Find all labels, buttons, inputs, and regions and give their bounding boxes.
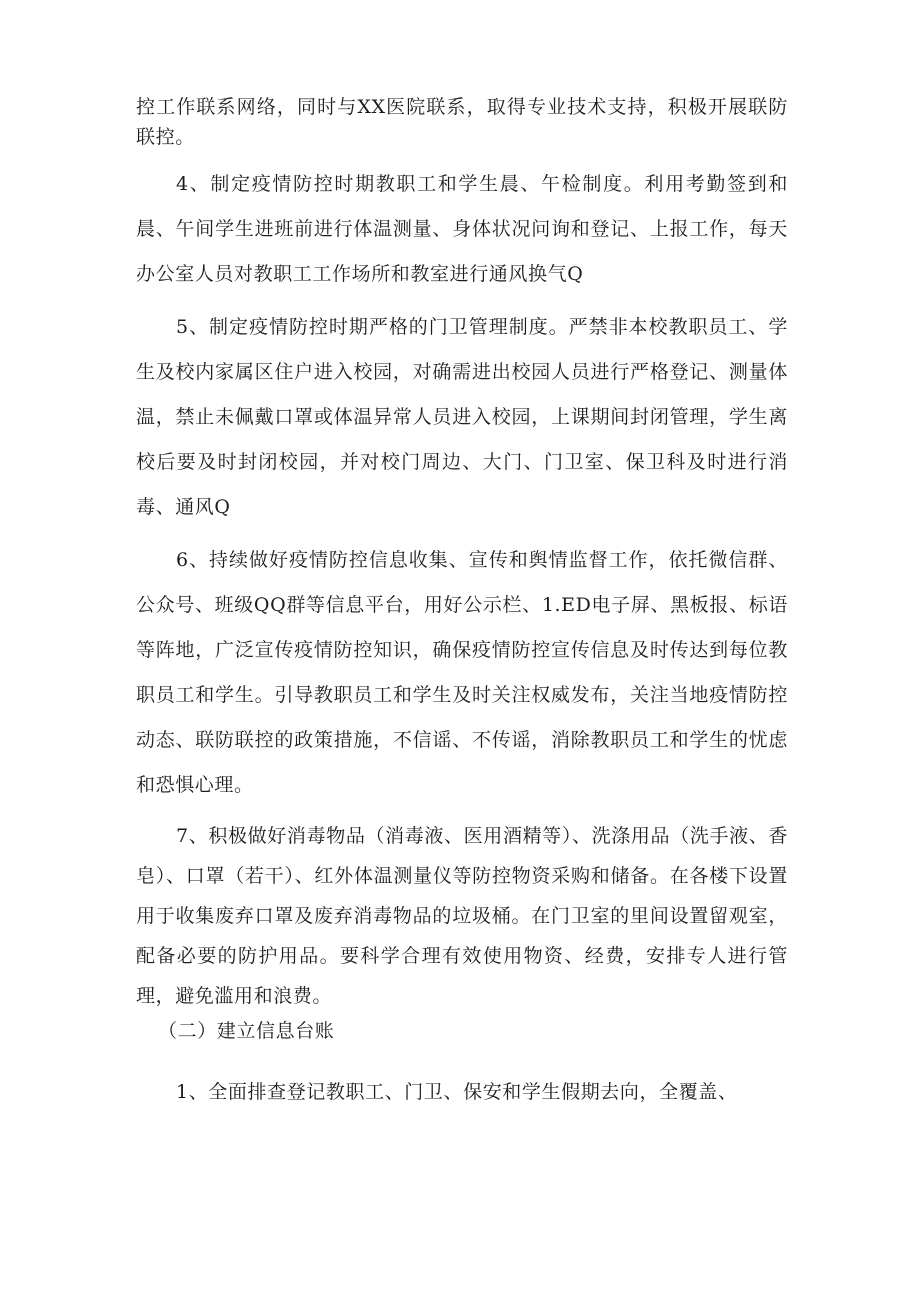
paragraph-item-5: 5、制定疫情防控时期严格的门卫管理制度。严禁非本校教职员工、学生及校内家属区住户进入校园，对确需进出校园人员进行严格登记、测量体温，禁止未佩戴口罩或体温异常人员进入校园，上课期间封闭管理，学生离校后要及时封闭校园，并对校门周边、大门、门卫室、保卫科及时进行消毒、通风Q — [136, 316, 788, 518]
paragraph-continuation: 控工作联系网络，同时与XX医院联系，取得专业技术支持，积极开展联防联控。 — [136, 96, 788, 148]
paragraph-item-6: 6、持续做好疫情防控信息收集、宣传和舆情监督工作，依托微信群、公众号、班级QQ群等信息平台，用好公示栏、1.ED电子屏、黑板报、标语等阵地，广泛宣传疫情防控知识，确保疫情防控宣传信息及时传达到每位教职员工和学生。引导教职员工和学生及时关注权威发布，关注当地疫情防控动态、联防联控的政策措施，不信谣、不传谣，消除教职员工和学生的忧虑和恐惧心理。 — [136, 549, 788, 796]
document-body — [136, 92, 788, 1115]
paragraph-item-4: 4、制定疫情防控时期教职工和学生晨、午检制度。利用考勤签到和晨、午间学生进班前进行体温测量、身体状况问询和登记、上报工作，每天办公室人员对教职工工作场所和教室进行通风换气Q — [136, 173, 788, 285]
paragraph-item-7: 7、积极做好消毒物品（消毒液、医用酒精等）、洗涤用品（洗手液、香皂）、口罩（若干）、红外体温测量仪等防控物资采购和储备。在各楼下设置用于收集废弃口罩及废弃消毒物品的垃圾桶。在门卫室的里间设置留观室，配备必要的防护用品。要科学合理有效使用物资、经费，安排专人进行管理，避免滥用和浪费。 — [136, 825, 788, 1007]
section-heading: （二）建立信息台账 — [158, 1020, 335, 1042]
paragraph-item-1: 1、全面排查登记教职工、门卫、保安和学生假期去向，全覆盖、 — [176, 1081, 738, 1103]
